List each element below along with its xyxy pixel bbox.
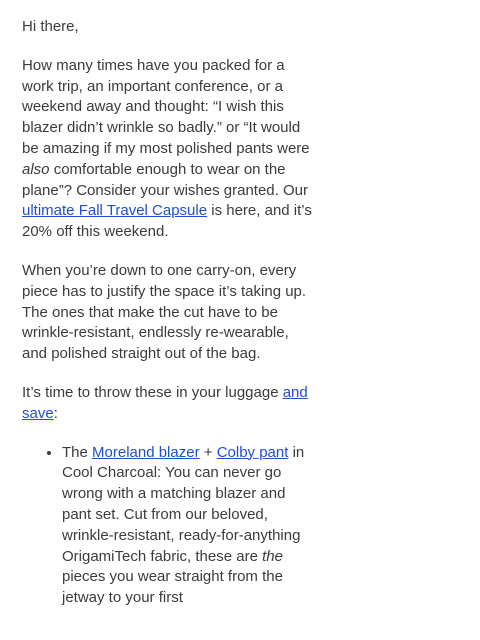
item-prefix: The — [62, 443, 93, 461]
luggage-paragraph — [22, 383, 317, 425]
intro-text-1: How many times have you packed for a work trip, an important conference, or a weekend away and thought: “I wish this blazer didn’t wrinkle so badly.” or “It would be amazing if my most polished pants were — [22, 56, 310, 157]
carry-on-paragraph: When you’re down to one carry-on, every piece has to justify the space it’s taking up. The ones that make the cut have to be wrinkle-resistant, endlessly re-wearable, and polished straight out of the bag. — [22, 261, 307, 363]
luggage-text: It’s time to throw these in your luggage — [22, 383, 283, 401]
fall-travel-capsule-link[interactable]: ultimate Fall Travel Capsule — [22, 202, 208, 220]
intro-text-2: comfortable enough to wear on the plane”? Consider your wishes granted. Our — [22, 160, 308, 199]
luggage-colon: : — [53, 404, 58, 422]
intro-emphasis-also: also — [22, 160, 50, 178]
intro-paragraph — [22, 56, 317, 243]
email-body — [22, 17, 317, 609]
intro-text-3: is here, and it’s 20% off this weekend. — [22, 202, 312, 241]
and-save-link[interactable]: and save — [22, 383, 308, 422]
item-description-2: pieces you wear straight from the jetway to your first — [62, 568, 283, 607]
item-emphasis-the: the — [262, 547, 283, 565]
greeting: Hi there, — [22, 18, 79, 35]
colby-pant-link[interactable]: Colby pant — [216, 443, 289, 461]
item-plus: + — [199, 443, 217, 461]
item-description-1: in Cool Charcoal: You can never go wrong with a matching blazer and pant set. Cut from our beloved, wrinkle-resistant, ready-for-anything OrigamiTech fabric, these are — [62, 443, 305, 565]
list-item — [62, 443, 317, 609]
moreland-blazer-link[interactable]: Moreland blazer — [92, 443, 200, 461]
product-list — [22, 443, 317, 609]
